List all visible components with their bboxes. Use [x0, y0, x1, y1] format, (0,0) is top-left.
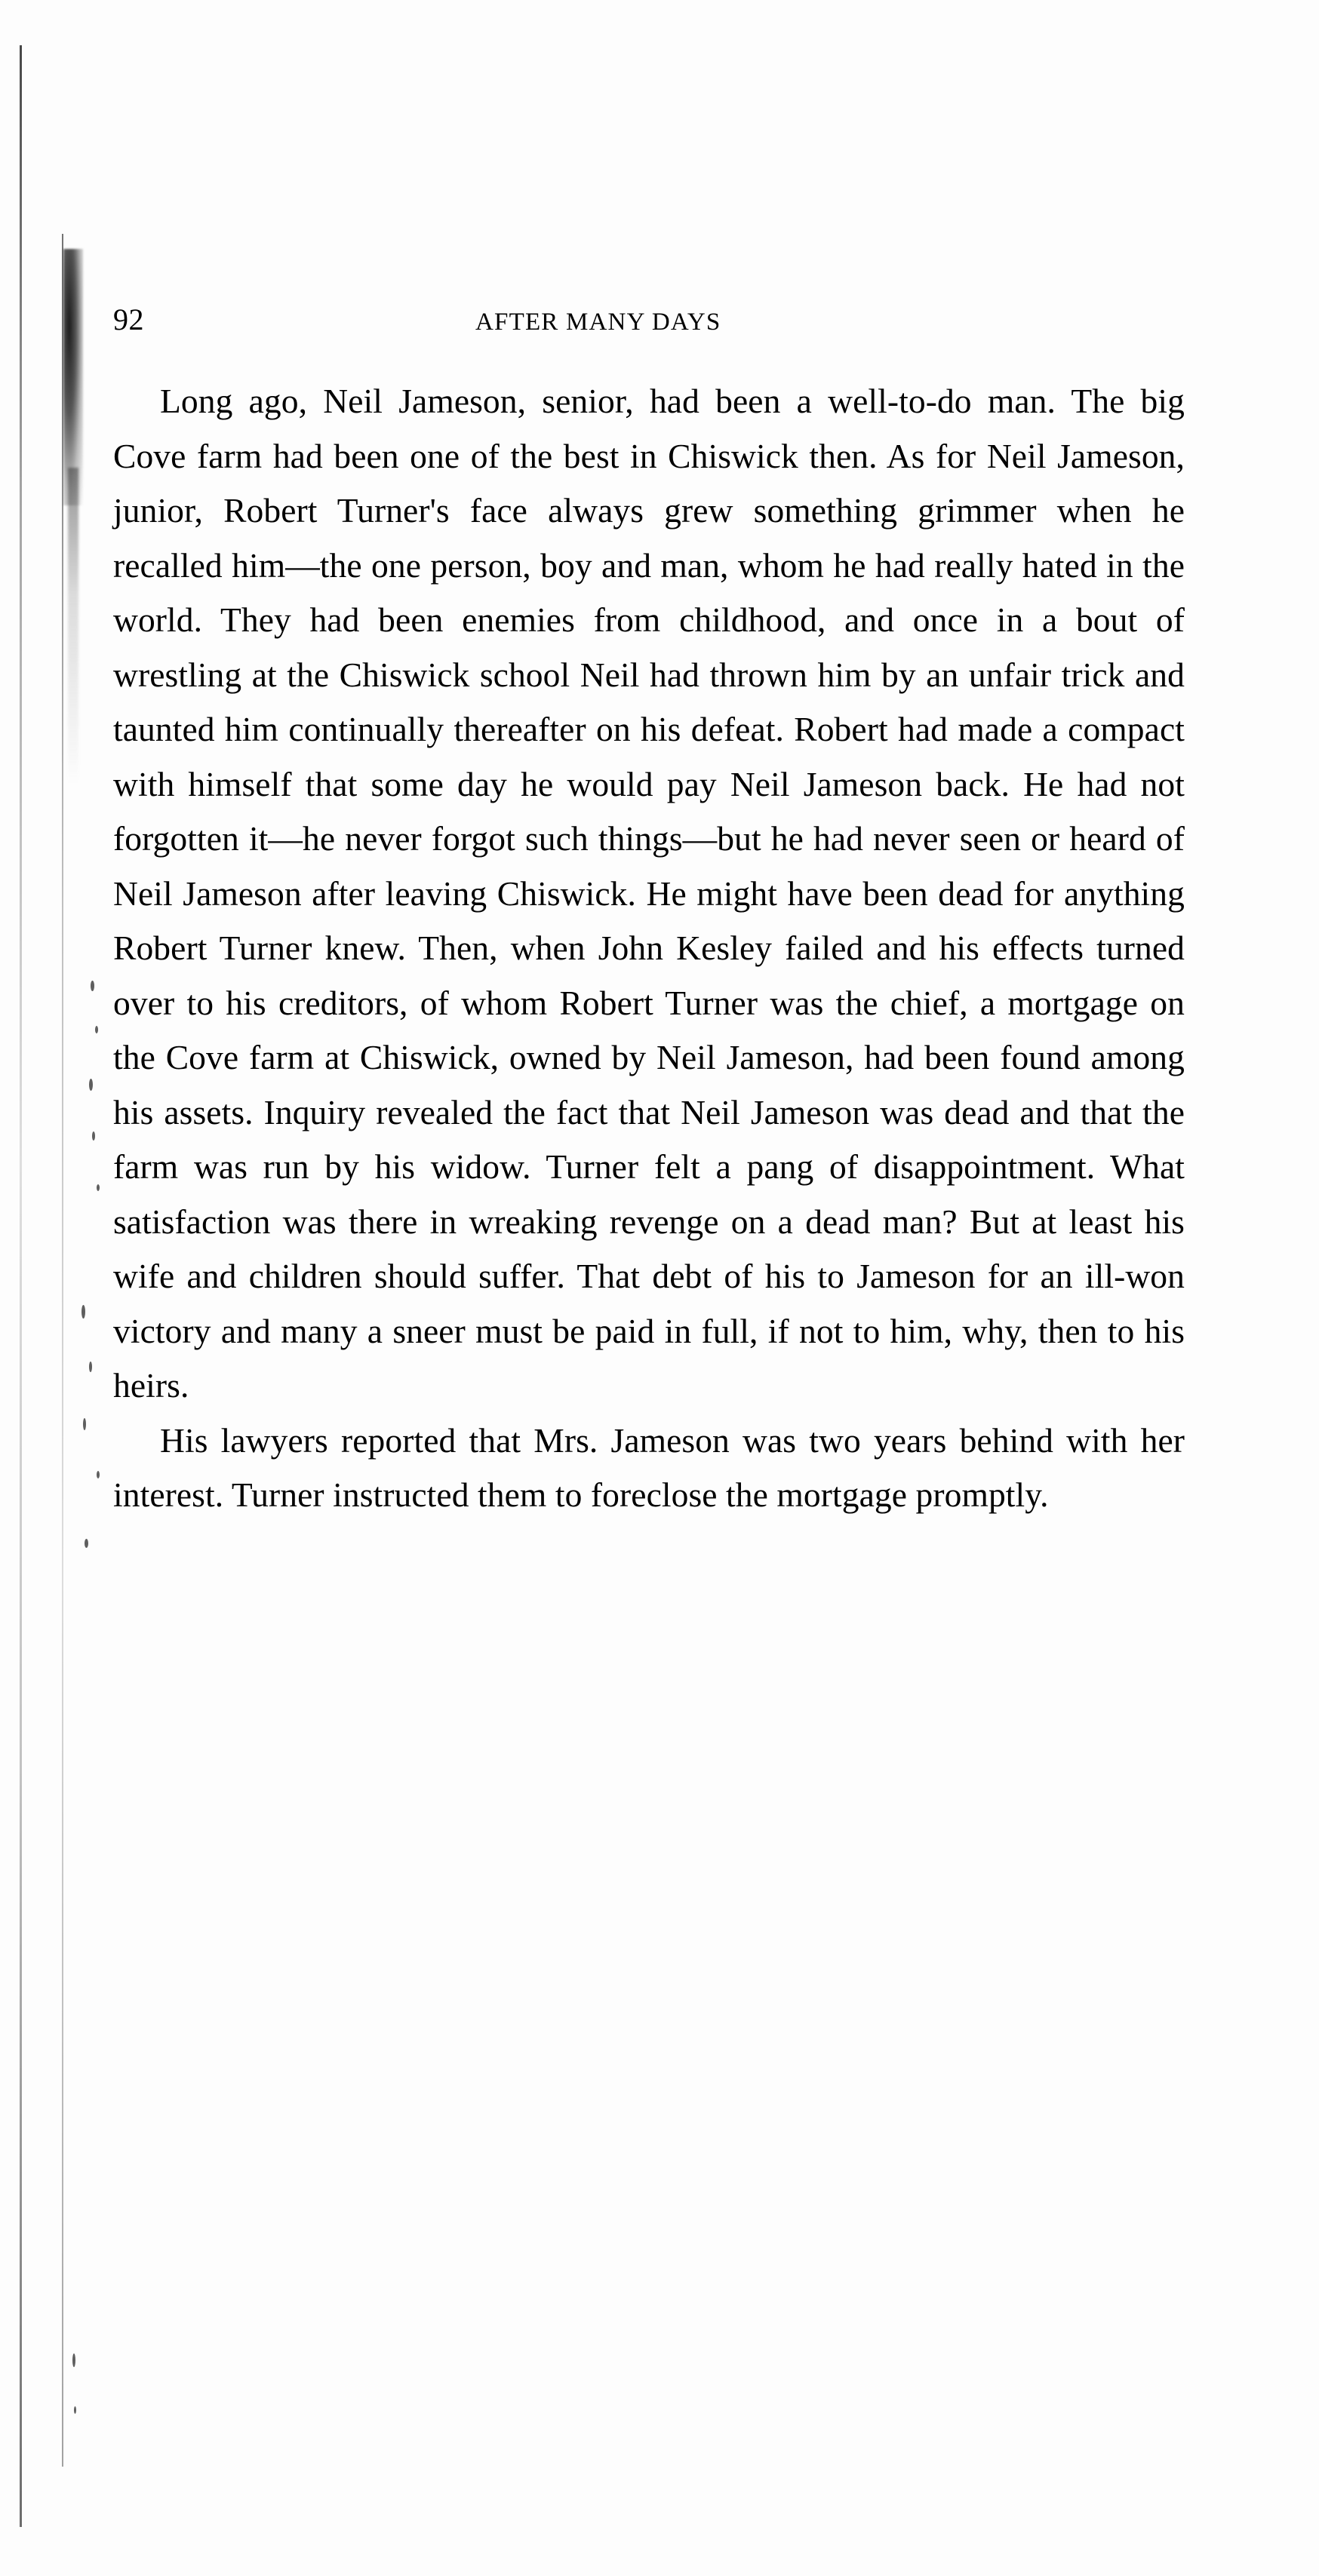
scan-speck [92, 1131, 95, 1141]
book-gutter-edge [20, 45, 22, 2527]
page-header [113, 302, 1185, 347]
scan-speck [85, 1539, 88, 1548]
paragraph: His lawyers reported that Mrs. Jameson was two years behind with her interest. Turner instructed them to foreclose the mortgage promptly. [113, 1420, 1185, 1514]
scan-speck [74, 2406, 76, 2414]
scan-speck [97, 1471, 100, 1478]
paragraph: Long ago, Neil Jameson, senior, had been a well-to-do man. The big Cove farm had been one of the best in Chiswick then. As for Neil Jameson, junior, Robert Turner's face always grew something grimmer when he recalled him—the one person, boy and man, whom he had really hated in the world. They had been enemies from childhood, and once in a bout of wrestling at the Chiswick school Neil had thrown him by an unfair trick and taunted him continually thereafter on his defeat. Robert had made a compact with himself that some day he would pay Neil Jameson back. He had not forgotten it—he never forgot such things—but he had never seen or heard of Neil Jameson after leaving Chiswick. He might have been dead for anything Robert Turner knew. Then, when John Kesley failed and his effects turned over to his creditors, of whom Robert Turner was the chief, a mortgage on the Cove farm at Chiswick, owned by Neil Jameson, had been found among his assets. Inquiry revealed the fact that Neil Jameson was dead and that the farm was run by his widow. Turner felt a pang of disappointment. What satisfaction was there in wreaking revenge on a dead man? But at least his wife and children should suffer. That debt of his to Jameson for an ill-won victory and many a sneer must be paid in full, if not to him, why, then to his heirs. [113, 382, 1185, 1405]
scan-speck [89, 1362, 92, 1372]
page-edge-line [62, 234, 63, 2467]
binding-shadow-lower [68, 468, 78, 784]
running-head-title: AFTER MANY DAYS [475, 309, 721, 336]
printed-page [113, 302, 1185, 1523]
binding-shadow [63, 249, 83, 505]
scan-speck [83, 1418, 86, 1430]
body-text [113, 374, 1185, 1523]
scan-speck [91, 981, 94, 991]
scan-speck [95, 1026, 98, 1033]
scan-speck [89, 1079, 93, 1091]
scan-speck [81, 1305, 85, 1319]
scan-speck [72, 2353, 75, 2367]
page-number: 92 [113, 302, 144, 336]
scan-speck [97, 1184, 100, 1191]
